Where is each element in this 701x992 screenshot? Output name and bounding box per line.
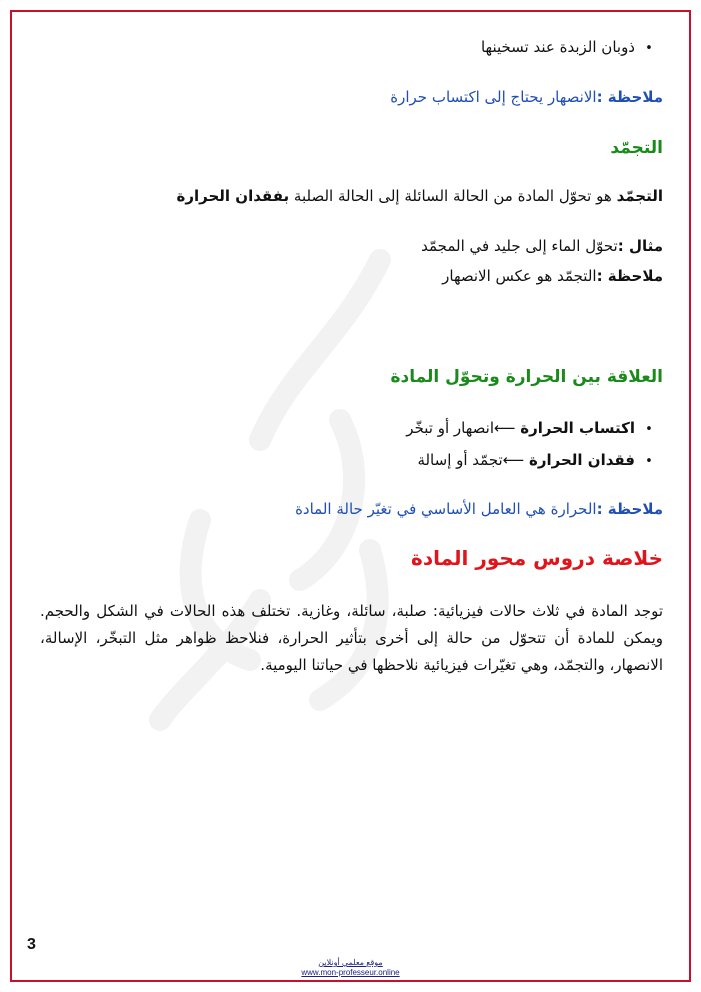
example-label: مثال : <box>617 237 663 255</box>
relation-term: اكتساب الحرارة <box>520 419 635 437</box>
bullet-icon: • <box>645 41 653 56</box>
list-item-text: ذوبان الزبدة عند تسخينها <box>480 38 635 56</box>
note-label: ملاحظة : <box>596 500 663 518</box>
heading-heat-relation: العلاقة بين الحرارة وتحوّل المادة <box>390 367 663 387</box>
list-item <box>406 418 663 440</box>
definition-text: هو تحوّل المادة من الحالة السائلة إلى الحالة الصلبة <box>289 187 617 205</box>
arrow-icon: ⟵ <box>493 419 521 437</box>
page-border <box>10 10 691 982</box>
note-melting <box>390 87 663 107</box>
footer-site-url-link[interactable]: www.mon-professeur.online <box>301 968 400 977</box>
relation-result: تجمّد أو إسالة <box>417 451 503 469</box>
note-text: الحرارة هي العامل الأساسي في تغيّر حالة المادة <box>295 500 597 518</box>
example-text: تحوّل الماء إلى جليد في المجمّد <box>421 237 618 255</box>
relation-term: فقدان الحرارة <box>529 451 635 469</box>
heading-summary: خلاصة دروس محور المادة <box>411 546 663 570</box>
note-freezing <box>442 266 663 286</box>
note-label: ملاحظة : <box>596 88 663 106</box>
note-text: التجمّد هو عكس الانصهار <box>442 267 597 285</box>
bullet-icon: • <box>645 422 653 437</box>
footer-site-name-link[interactable]: موقع معلمي أونلاين <box>318 958 383 967</box>
summary-paragraph: توجد المادة في ثلاث حالات فيزيائية: صلبة، سائلة، وغازية. تختلف هذه الحالات في الشكل والحجم. ويمكن للمادة أن تتحوّل من حالة إلى أخرى بتأثير الحرارة، فنلاحظ ظواهر مثل التبخّر، الإسالة، الانصهار، والتجمّد، وهي تغيّرات فيزيائية نلاحظها في حياتنا اليومية. <box>40 602 663 674</box>
note-text: الانصهار يحتاج إلى اكتساب حرارة <box>390 88 597 106</box>
footer <box>0 958 701 978</box>
note-label: ملاحظة : <box>596 267 663 285</box>
definition-term: التجمّد <box>616 187 663 205</box>
relation-result: انصهار أو تبخّر <box>406 419 494 437</box>
list-item <box>481 37 663 59</box>
bullet-icon: • <box>645 454 653 469</box>
arrow-icon: ⟵ <box>502 451 529 469</box>
freezing-example <box>421 236 663 256</box>
note-heat-relation <box>295 499 663 519</box>
list-item <box>417 450 663 472</box>
page-number: 3 <box>27 936 36 953</box>
definition-emphasis: بفقدان الحرارة <box>176 187 290 205</box>
freezing-definition <box>177 186 663 206</box>
heading-freezing: التجمّد <box>610 138 663 158</box>
